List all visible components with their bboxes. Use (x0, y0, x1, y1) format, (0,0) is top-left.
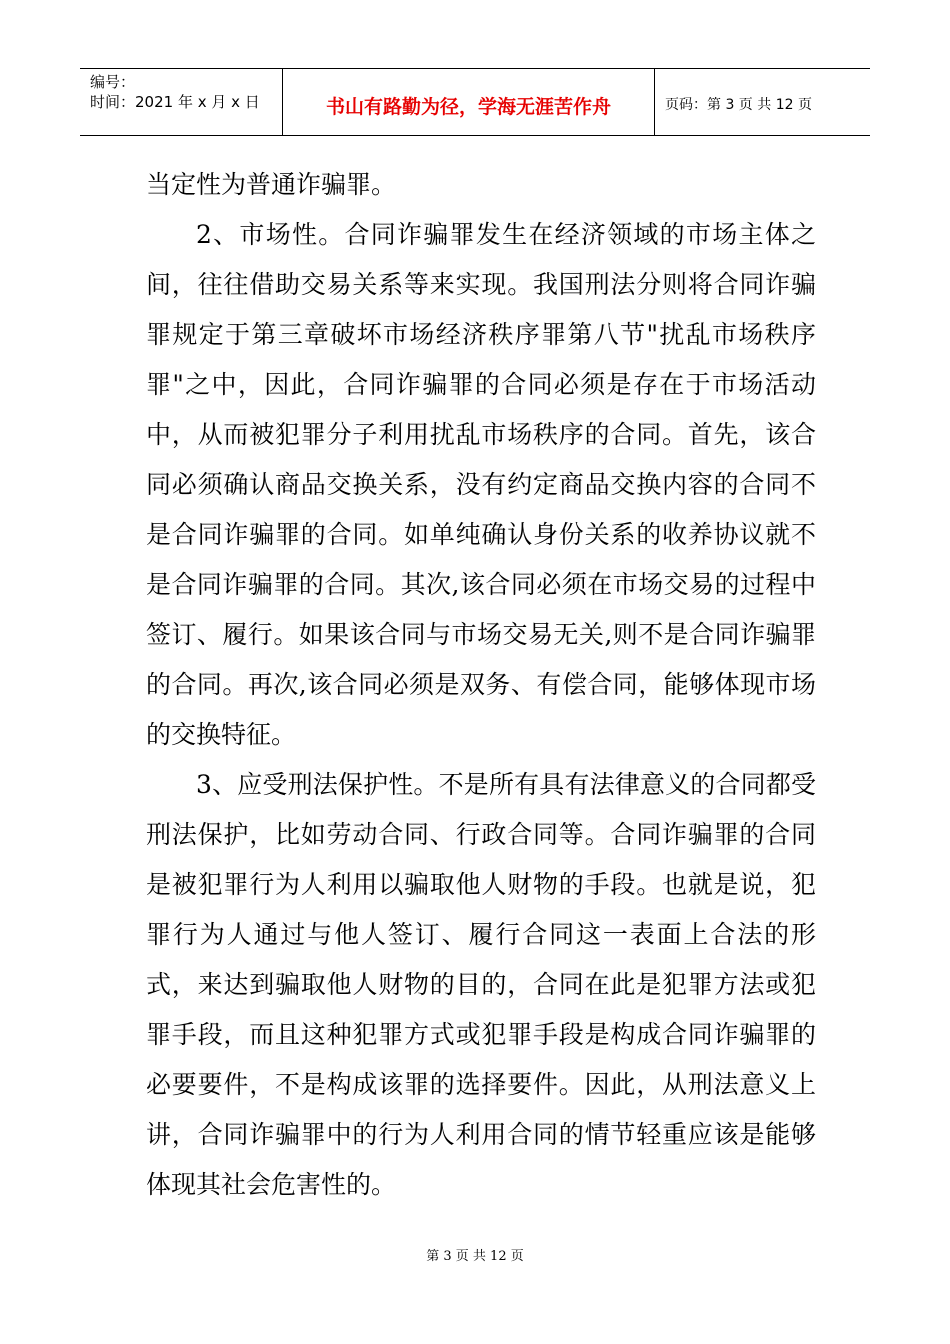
document-body (146, 160, 816, 1210)
footer-page-number: 第 3 页 共 12 页 (426, 1249, 524, 1264)
header-page-info: 页码：第 3 页 共 12 页 (665, 96, 812, 113)
document-date-label: 时间：2021 年 x 月 x 日 (90, 93, 260, 111)
header-motto-cell (283, 69, 655, 135)
paragraph-continuation: 当定性为普通诈骗罪。 (146, 170, 397, 199)
page-footer (0, 1245, 950, 1264)
header-motto: 书山有路勤为径，学海无涯苦作舟 (325, 95, 611, 118)
paragraph-market-nature: 2、市场性。合同诈骗罪发生在经济领域的市场主体之间，往往借助交易关系等来实现。我国刑法分则将合同诈骗罪规定于第三章破坏市场经济秩序罪第八节"扰乱市场秩序罪"之中，因此，合同诈骗罪的合同必须是存在于市场活动中，从而被犯罪分子利用扰乱市场秩序的合同。首先，该合同必须确认商品交换关系，没有约定商品交换内容的合同不是合同诈骗罪的合同。如单纯确认身份关系的收养协议就不是合同诈骗罪的合同。其次,该合同必须在市场交易的过程中签订、履行。如果该合同与市场交易无关,则不是合同诈骗罪的合同。再次,该合同必须是双务、有偿合同，能够体现市场的交换特征。 (146, 220, 816, 749)
paragraph-criminal-protection: 3、应受刑法保护性。不是所有具有法律意义的合同都受刑法保护，比如劳动合同、行政合同等。合同诈骗罪的合同是被犯罪行为人利用以骗取他人财物的手段。也就是说，犯罪行为人通过与他人签订、履行合同这一表面上合法的形式，来达到骗取他人财物的目的，合同在此是犯罪方法或犯罪手段，而且这种犯罪方式或犯罪手段是构成合同诈骗罪的必要要件，不是构成该罪的选择要件。因此，从刑法意义上讲，合同诈骗罪中的行为人利用合同的情节轻重应该是能够体现其社会危害性的。 (146, 770, 816, 1199)
document-number-label: 编号： (90, 73, 136, 91)
header-table (80, 68, 870, 136)
header-meta-cell (80, 69, 283, 135)
header-page-cell (655, 69, 870, 135)
